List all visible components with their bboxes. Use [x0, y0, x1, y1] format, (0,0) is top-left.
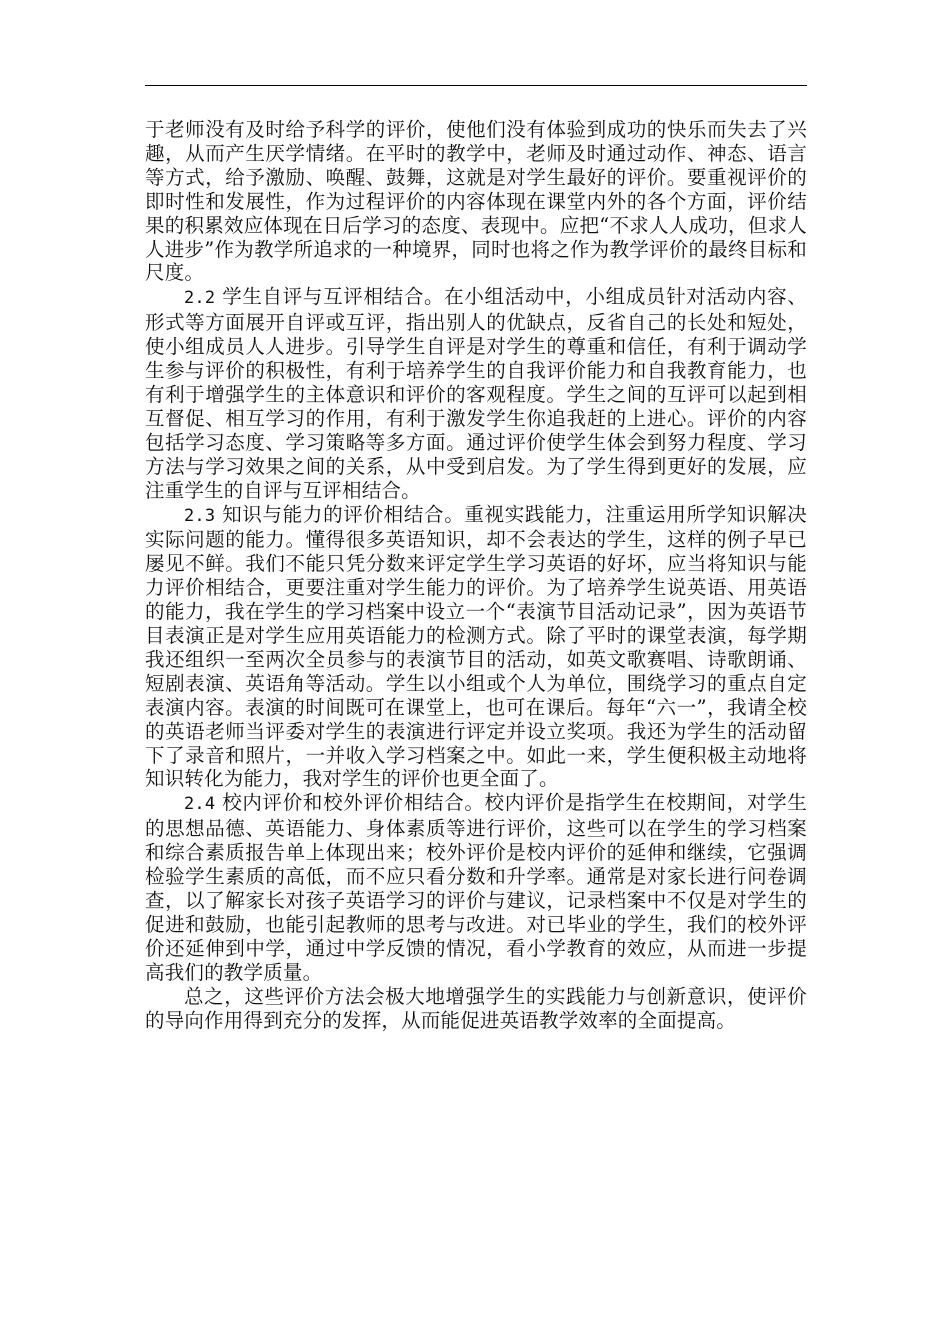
paragraph-text: 总之，这些评价方法会极大地增强学生的实践能力与创新意识，使评价的导向作用得到充分的发挥，从而能促进英语教学效率的全面提高。 — [145, 984, 807, 1032]
paragraph-continuation — [145, 118, 807, 285]
paragraph-text: 于老师没有及时给予科学的评价，使他们没有体验到成功的快乐而失去了兴趣，从而产生厌学情绪。在平时的教学中，老师及时通过动作、神态、语言等方式，给予激励、唤醒、鼓舞，这就是对学生最好的评价。要重视评价的即时性和发展性，作为过程评价的内容体现在课堂内外的各个方面，评价结果的积累效应体现在日后学习的态度、表现中。应把“不求人人成功，但求人人进步”作为教学所追求的一种境界，同时也将之作为教学评价的最终目标和尺度。 — [145, 118, 807, 285]
paragraph-section-2-4 — [145, 791, 807, 984]
paragraph-conclusion — [145, 985, 807, 1033]
section-number: 2.4 — [184, 794, 216, 815]
section-number: 2.3 — [184, 505, 216, 526]
header-rule — [145, 85, 807, 86]
paragraph-text: 学生自评与互评相结合。在小组活动中，小组成员针对活动内容、形式等方面展开自评或互评，指出别人的优缺点，反省自己的长处和短处，使小组成员人人进步。引导学生自评是对学生的尊重和信任，有利于调动学生参与评价的积极性，有利于培养学生的自我评价能力和自我教育能力，也有利于增强学生的主体意识和评价的客观程度。学生之间的互评可以起到相互督促、相互学习的作用，有利于激发学生你追我赶的上进心。评价的内容包括学习态度、学习策略等多方面。通过评价使学生体会到努力程度、学习方法与学习效果之间的关系，从中受到启发。为了学生得到更好的发展，应注重学生的自评与互评相结合。 — [145, 285, 807, 502]
paragraph-section-2-2 — [145, 285, 807, 502]
paragraph-text: 校内评价和校外评价相结合。校内评价是指学生在校期间，对学生的思想品德、英语能力、身体素质等进行评价，这些可以在学生的学习档案和综合素质报告单上体现出来；校外评价是校内评价的延伸和继续，它强调检验学生素质的高低，而不应只看分数和升学率。通常是对家长进行问卷调查，以了解家长对孩子英语学习的评价与建议，记录档案中不仅是对学生的促进和鼓励，也能引起教师的思考与改进。对已毕业的学生，我们的校外评价还延伸到中学，通过中学反馈的情况，看小学教育的效应，从而进一步提高我们的教学质量。 — [145, 791, 807, 984]
document-body — [145, 118, 807, 1032]
section-number: 2.2 — [184, 288, 216, 309]
paragraph-section-2-3 — [145, 503, 807, 792]
paragraph-text: 知识与能力的评价相结合。重视实践能力，注重运用所学知识解决实际问题的能力。懂得很多英语知识，却不会表达的学生，这样的例子早已屡见不鲜。我们不能只凭分数来评定学生学习英语的好坏，应当将知识与能力评价相结合，更要注重对学生能力的评价。为了培养学生说英语、用英语的能力，我在学生的学习档案中设立一个“表演节目活动记录”，因为英语节目表演正是对学生应用英语能力的检测方式。除了平时的课堂表演，每学期我还组织一至两次全员参与的表演节目的活动，如英文歌赛唱、诗歌朗诵、短剧表演、英语角等活动。学生以小组或个人为单位，围绕学习的重点自定表演内容。表演的时间既可在课堂上，也可在课后。每年“六一”，我请全校的英语老师当评委对学生的表演进行评定并设立奖项。我还为学生的活动留下了录音和照片，一并收入学习档案之中。如此一来，学生便积极主动地将知识转化为能力，我对学生的评价也更全面了。 — [145, 502, 807, 791]
